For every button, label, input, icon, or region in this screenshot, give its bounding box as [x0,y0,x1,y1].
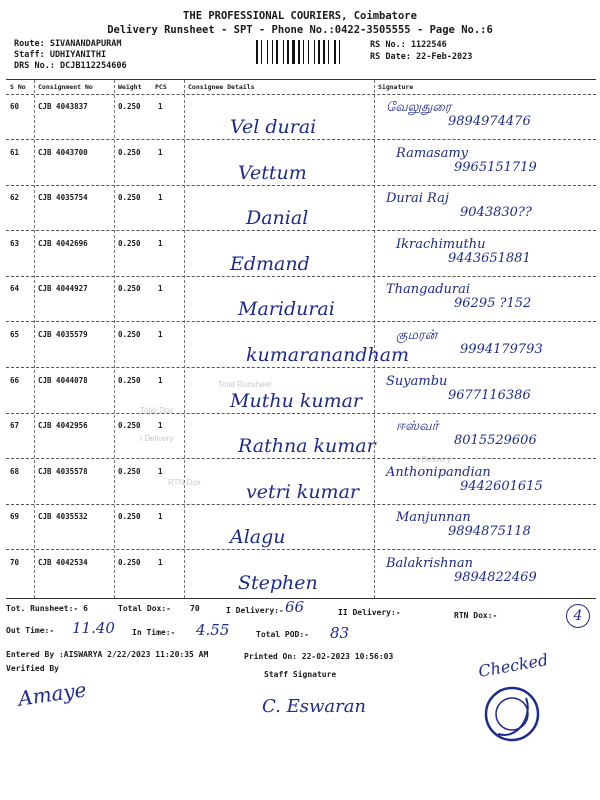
row-pcs: 1 [158,193,163,202]
barcode-bar [274,40,275,64]
row-weight: 0.250 [118,558,141,567]
row-sno: 62 [10,193,20,202]
row-sno: 68 [10,467,20,476]
row-weight: 0.250 [118,376,141,385]
barcode-bar [285,40,286,64]
row-divider [6,185,596,186]
barcode-bar [305,40,307,64]
row-receiver-signature: Anthonipandian [386,465,491,480]
row-receiver-phone: 96295 ?152 [454,296,532,311]
row-receiver-phone: 9677116386 [448,388,531,403]
row-consignment-no: CJB 4035532 [38,512,88,521]
row-sno: 67 [10,421,20,430]
row-divider [6,504,596,505]
total-pod-label: Total POD:- [256,630,309,639]
out-time-label: Out Time:- [6,626,55,635]
barcode-bar [326,40,327,64]
staff-signature-label: Staff Signature [264,670,337,679]
barcode-bar [318,40,320,64]
row-pcs: 1 [158,330,163,339]
row-pcs: 1 [158,239,163,248]
printed-on: Printed On: 22-02-2023 10:56:03 [244,652,394,661]
row-consignee-handwritten: Vel durai [230,116,317,138]
in-time-label: In Time:- [132,628,176,637]
row-receiver-signature: Ikrachimuthu [396,237,486,252]
rtn-dox-label: RTN Dox:- [454,611,498,620]
barcode-bar [263,40,266,64]
row-pcs: 1 [158,558,163,567]
row-sno: 61 [10,148,20,157]
row-sno: 64 [10,284,20,293]
row-pcs: 1 [158,421,163,430]
row-consignment-no: CJB 4044078 [38,376,88,385]
drs-number: DRS No.: DCJB112254606 [14,61,127,71]
barcode-bar [283,40,284,64]
row-consignee-handwritten: Stephen [238,572,318,594]
barcode-bar [314,40,315,64]
row-receiver-phone: 9994179793 [460,342,543,357]
barcode-bar [290,40,291,64]
checked-note: Checked [476,650,550,681]
total-pod-value: 83 [330,624,350,642]
row-receiver-signature: Manjunnan [396,510,471,525]
row-weight: 0.250 [118,330,141,339]
col-header-weight: Weight [118,83,142,91]
barcode-bar [267,40,268,64]
i-delivery-value: 66 [285,598,305,616]
row-weight: 0.250 [118,239,141,248]
faint-stamp-line: Total Runsheet [218,380,272,389]
row-consignee-handwritten: Rathna kumar [238,435,376,457]
col-header-sno: S No [10,83,26,91]
barcode-bar [310,40,313,64]
row-receiver-phone: 9894875118 [448,524,531,539]
row-divider [6,549,596,550]
faint-stamp-line: II Delivery [415,455,451,464]
row-weight: 0.250 [118,421,141,430]
row-consignee-handwritten: Danial [246,207,309,229]
barcode-bar [303,40,304,64]
rs-date: RS Date: 22-Feb-2023 [370,52,473,62]
row-receiver-signature: வேலுதுரை [386,100,452,115]
rs-number: RS No.: 1122546 [370,40,447,50]
row-weight: 0.250 [118,148,141,157]
row-sno: 70 [10,558,20,567]
barcode-bar [330,40,333,64]
row-pcs: 1 [158,467,163,476]
barcode-bar [292,40,295,64]
row-receiver-signature: Durai Raj [386,191,449,206]
table-top-border [6,79,596,80]
row-divider [6,139,596,140]
row-sno: 60 [10,102,20,111]
row-consignee-handwritten: Alagu [230,526,286,548]
barcode-bar [259,40,260,64]
row-consignment-no: CJB 4044927 [38,284,88,293]
row-consignee-handwritten: Vettum [238,162,307,184]
row-weight: 0.250 [118,512,141,521]
barcode-bar [308,40,309,64]
row-consignment-no: CJB 4035754 [38,193,88,202]
barcode-bar [321,40,322,64]
row-consignment-no: CJB 4042534 [38,558,88,567]
row-receiver-signature: Balakrishnan [386,556,474,571]
rtn-dox-value: 4 [566,604,590,628]
faint-stamp-line: I Delivery [140,434,174,443]
barcode-bar [328,40,329,64]
row-divider [6,367,596,368]
row-sno: 65 [10,330,20,339]
faint-stamp-line: RTN Dox [168,478,201,487]
row-receiver-phone: 8015529606 [454,433,537,448]
row-consignment-no: CJB 4043837 [38,102,88,111]
verified-by-label: Verified By [6,664,59,673]
row-consignee-handwritten: Maridurai [238,298,335,320]
row-receiver-phone: 9894974476 [448,114,531,129]
company-title: THE PROFESSIONAL COURIERS, Coimbatore [183,10,417,22]
in-time-value: 4.55 [196,621,230,639]
row-consignee-handwritten: kumaranandham [246,344,410,366]
row-consignment-no: CJB 4043700 [38,148,88,157]
row-consignment-no: CJB 4042696 [38,239,88,248]
row-sno: 66 [10,376,20,385]
barcode-bar [269,40,271,64]
barcode-bar [298,40,300,64]
runsheet-subtitle: Delivery Runsheet - SPT - Phone No.:0422-3505555 - Page No.:6 [107,24,493,36]
col-divider [374,80,375,598]
barcode-bar [323,40,325,64]
row-sno: 69 [10,512,20,521]
row-receiver-phone: 9443651881 [448,251,531,266]
row-receiver-signature: Thangadurai [386,282,471,297]
route-label: Route: SIVANANDAPURAM [14,39,122,49]
row-pcs: 1 [158,284,163,293]
row-receiver-phone: 9965151719 [454,160,537,175]
verifier-signature: Amaye [16,677,88,711]
entered-by: Entered By :AISWARYA 2/22/2023 11:20:35 AM [6,650,209,659]
row-receiver-signature: குமரன் [396,328,438,343]
row-pcs: 1 [158,512,163,521]
row-receiver-phone: 9894822469 [454,570,537,585]
col-header-consignment: Consignment No [38,83,93,91]
office-stamp [478,676,548,756]
row-weight: 0.250 [118,467,141,476]
col-header-signature: Signature [378,83,414,91]
ii-delivery-label: II Delivery:- [338,608,401,617]
row-pcs: 1 [158,376,163,385]
barcode-bar [256,40,258,64]
row-consignee-handwritten: vetri kumar [246,481,359,503]
barcode [256,40,356,64]
col-divider [34,80,35,598]
row-pcs: 1 [158,148,163,157]
row-consignee-handwritten: Edmand [230,253,310,275]
barcode-bar [337,40,338,64]
row-consignment-no: CJB 4042956 [38,421,88,430]
total-runsheet: Tot. Runsheet:- 6 [6,604,88,613]
row-receiver-signature: Suyambu [386,374,448,389]
barcode-bar [279,40,282,64]
staff-signature: C. Eswaran [262,696,367,717]
row-divider [6,276,596,277]
row-pcs: 1 [158,102,163,111]
barcode-bar [316,40,317,64]
header-divider [6,94,596,95]
barcode-bar [272,40,273,64]
row-sno: 63 [10,239,20,248]
row-divider [6,413,596,414]
barcode-bar [296,40,297,64]
col-divider [114,80,115,598]
staff-label: Staff: UDHIYANITHI [14,50,107,60]
out-time-value: 11.40 [72,619,115,637]
row-divider [6,321,596,322]
faint-stamp-line: Total Dox [140,406,174,415]
row-consignee-handwritten: Muthu kumar [230,390,363,412]
row-weight: 0.250 [118,284,141,293]
row-divider [6,230,596,231]
row-weight: 0.250 [118,193,141,202]
i-delivery-label: I Delivery:- [226,606,284,615]
col-header-consignee: Consignee Details [188,83,255,91]
total-dox-label: Total Dox:- [118,604,171,613]
row-divider [6,458,596,459]
barcode-bar [287,40,289,64]
row-receiver-signature: ஈஸ்வர் [396,419,439,434]
barcode-bar [301,40,302,64]
barcode-bar [339,40,340,64]
barcode-bar [341,40,343,64]
row-weight: 0.250 [118,102,141,111]
row-receiver-phone: 9442601615 [460,479,543,494]
col-header-pcs: PCS [155,83,167,91]
barcode-bar [334,40,336,64]
row-receiver-phone: 9043830?? [460,205,532,220]
row-consignment-no: CJB 4035578 [38,467,88,476]
col-divider [184,80,185,598]
total-dox-value: 70 [190,604,200,613]
row-consignment-no: CJB 4035579 [38,330,88,339]
barcode-bar [261,40,262,64]
barcode-bar [276,40,278,64]
row-receiver-signature: Ramasamy [396,146,469,161]
